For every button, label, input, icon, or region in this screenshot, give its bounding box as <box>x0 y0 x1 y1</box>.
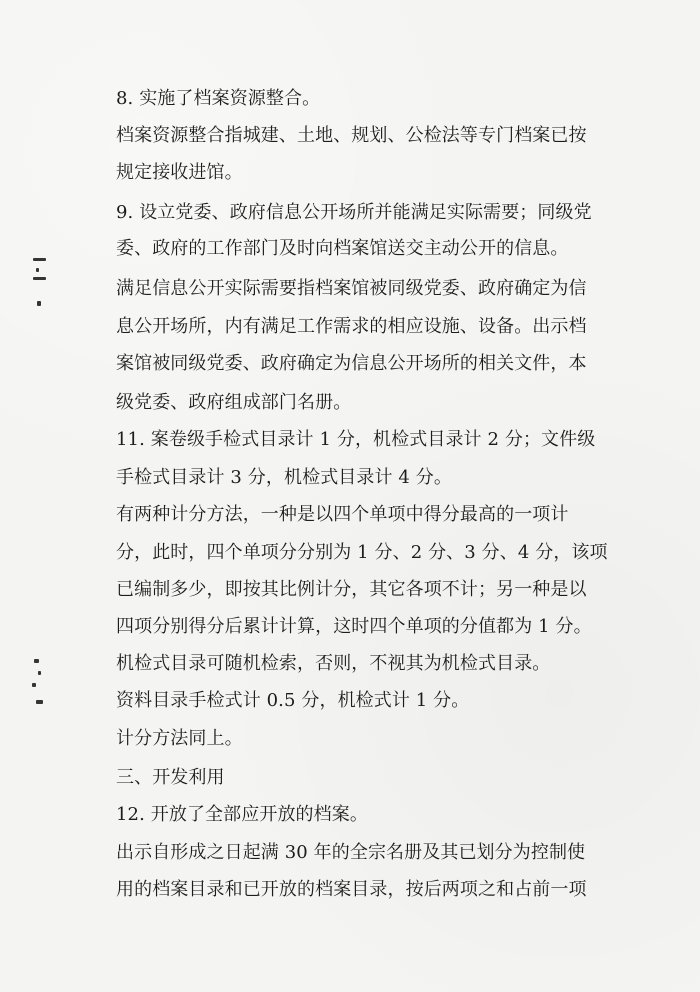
line-19: 三、开发利用 <box>116 767 225 788</box>
scan-mark-lower <box>28 656 48 714</box>
line-13: 分，此时，四个单项分分别为 1 分、2 分、3 分、4 分，该项 <box>116 542 608 563</box>
line-18: 计分方法同上。 <box>116 728 243 749</box>
line-21: 出示自形成之日起满 30 年的全宗名册及其已划分为控制使 <box>116 842 586 863</box>
line-03: 规定接收进馆。 <box>116 162 243 183</box>
line-14: 已编制多少，即按其比例计分，其它各项不计；另一种是以 <box>116 579 587 600</box>
line-17: 资料目录手检式计 0.5 分，机检式计 1 分。 <box>116 690 470 711</box>
line-06: 满足信息公开实际需要指档案馆被同级党委、政府确定为信 <box>116 278 587 299</box>
scan-mark-upper <box>28 256 48 311</box>
line-02: 档案资源整合指城建、土地、规划、公检法等专门档案已按 <box>116 125 587 146</box>
line-22: 用的档案目录和已开放的档案目录，按后两项之和占前一项 <box>116 879 587 900</box>
line-04: 9. 设立党委、政府信息公开场所并能满足实际需要；同级党 <box>116 202 592 223</box>
line-12: 有两种计分方法，一种是以四个单项中得分最高的一项计 <box>116 504 569 525</box>
line-10: 11. 案卷级手检式目录计 1 分，机检式目录计 2 分；文件级 <box>116 429 596 450</box>
line-07: 息公开场所，内有满足工作需求的相应设施、设备。出示档 <box>116 316 587 337</box>
line-01: 8. 实施了档案资源整合。 <box>116 88 321 109</box>
line-16: 机检式目录可随机检索，否则，不视其为机检式目录。 <box>116 653 551 674</box>
line-05: 委、政府的工作部门及时向档案馆送交主动公开的信息。 <box>116 238 569 259</box>
line-15: 四项分别得分后累计计算，这时四个单项的分值都为 1 分。 <box>116 616 592 637</box>
line-20: 12. 开放了全部应开放的档案。 <box>116 804 368 825</box>
line-11: 手检式目录计 3 分，机检式目录计 4 分。 <box>116 467 452 488</box>
line-08: 案馆被同级党委、政府确定为信息公开场所的相关文件，本 <box>116 353 587 374</box>
line-09: 级党委、政府组成部门名册。 <box>116 392 352 413</box>
